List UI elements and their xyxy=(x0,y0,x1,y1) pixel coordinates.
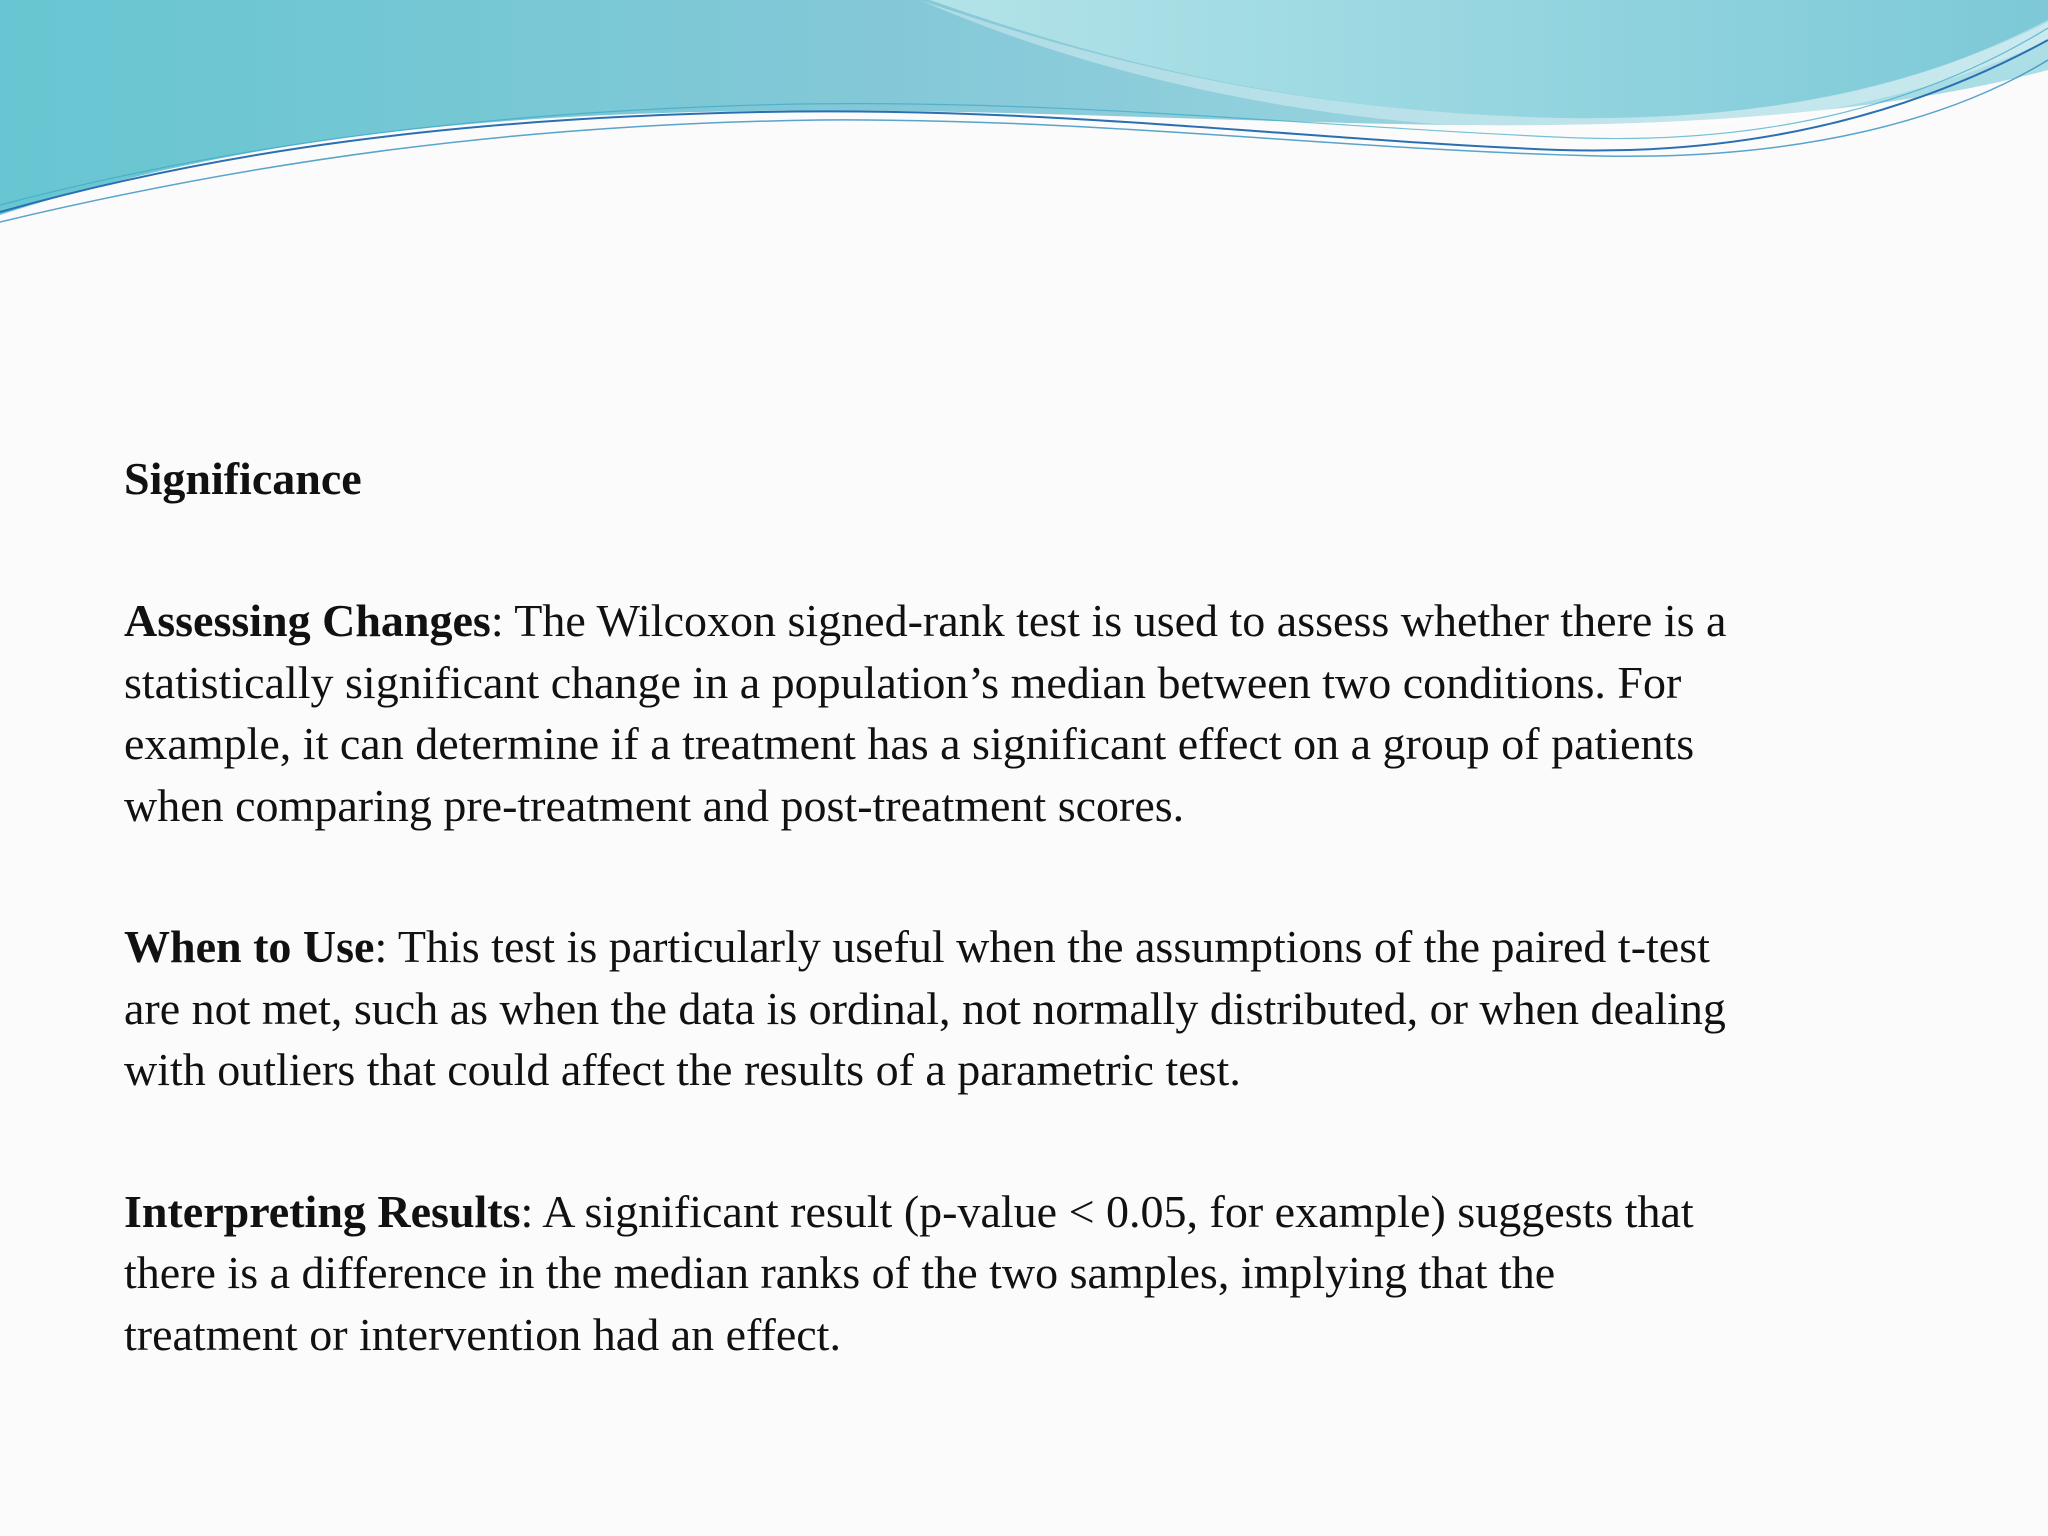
header-wave-decoration xyxy=(0,0,2048,240)
paragraph-text: The Wilcoxon signed-rank test is used to assess whether there is a xyxy=(503,595,1727,646)
paragraph-text: A significant result (p-value < 0.05, for example) suggests that xyxy=(533,1185,1694,1237)
term-separator: : xyxy=(374,921,388,972)
paragraph-line xyxy=(124,1181,1924,1243)
paragraph-line: are not met, such as when the data is ordinal, not normally distributed, or when dealing xyxy=(124,982,1726,1034)
paragraph-line xyxy=(124,916,1924,978)
paragraph-term: When to Use xyxy=(124,921,375,972)
paragraph-line: when comparing pre-treatment and post-treatment scores. xyxy=(124,779,1185,831)
paragraph-line: statistically significant change in a population’s median between two conditions. For xyxy=(124,656,1682,708)
slide-heading: Significance xyxy=(124,453,362,504)
paragraph-line: there is a difference in the median ranks of the two samples, implying that the xyxy=(124,1247,1556,1298)
paragraph-assessing-changes xyxy=(124,590,1924,836)
paragraph-when-to-use xyxy=(124,916,1924,1101)
slide-content xyxy=(124,448,1924,1445)
term-separator: : xyxy=(490,595,504,646)
paragraph-line xyxy=(124,590,1924,652)
paragraph-interpreting-results xyxy=(124,1181,1924,1366)
paragraph-term: Assessing Changes xyxy=(124,595,491,646)
paragraph-text: This test is particularly useful when the assumptions of the paired t-test xyxy=(387,921,1710,972)
paragraph-line: with outliers that could affect the results of a parametric test. xyxy=(124,1044,1241,1095)
paragraph-line: example, it can determine if a treatment has a significant effect on a group of patients xyxy=(124,718,1695,769)
paragraph-term: Interpreting Results xyxy=(124,1185,521,1237)
term-separator: : xyxy=(520,1185,534,1237)
paragraph-line: treatment or intervention had an effect. xyxy=(124,1308,841,1360)
